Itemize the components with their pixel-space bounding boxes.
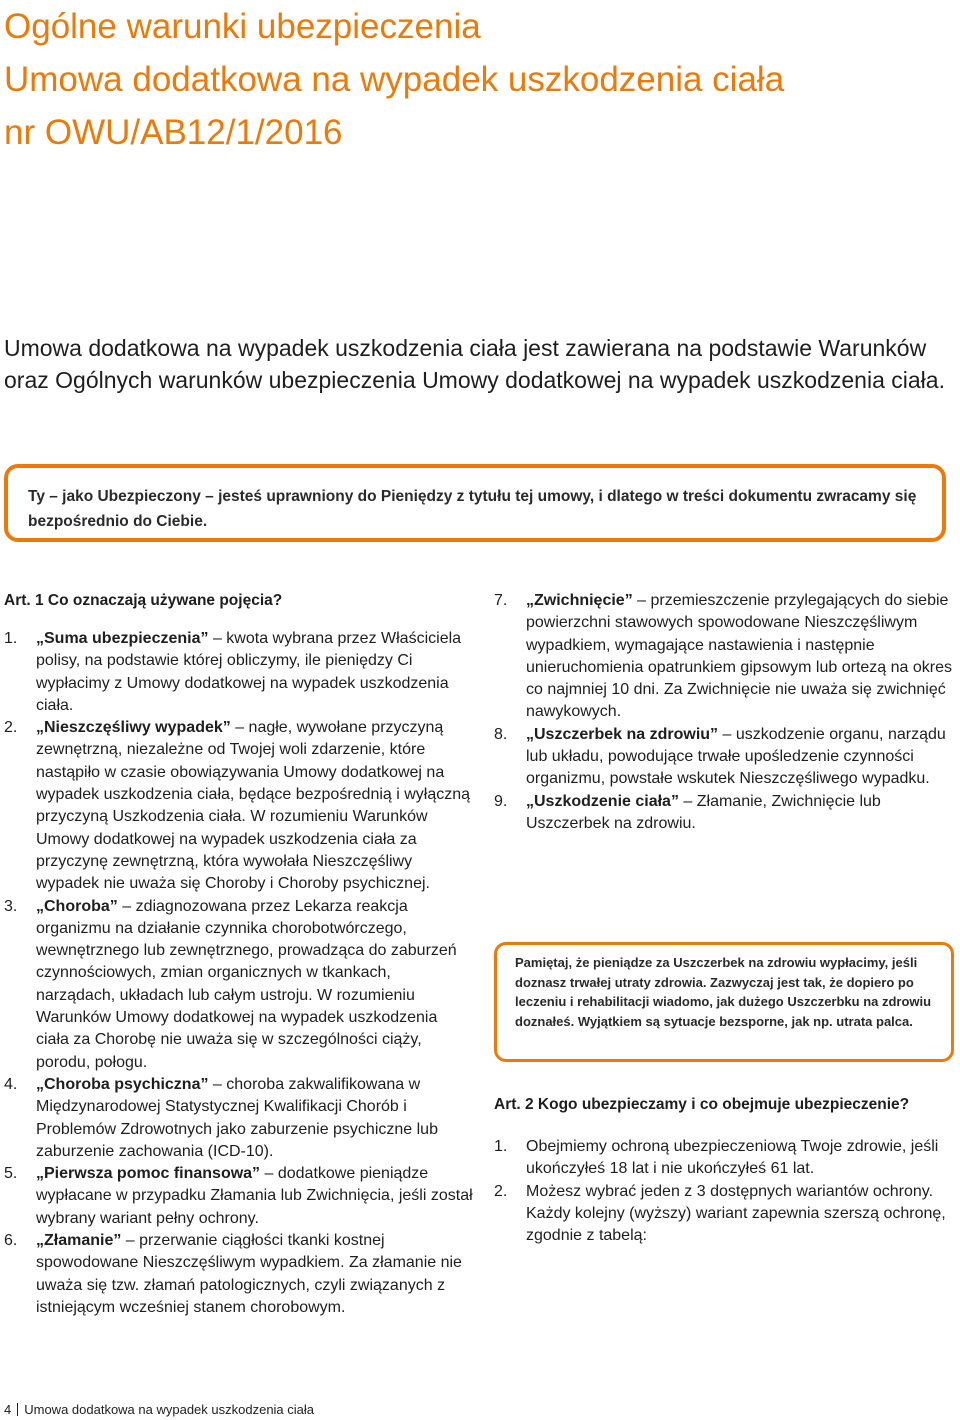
definition-term: „Suma ubezpieczenia” xyxy=(36,630,209,647)
item-number: 2. xyxy=(494,1182,508,1200)
definition-term: „Choroba” xyxy=(36,897,118,915)
definitions-list-right xyxy=(494,590,954,835)
right-column xyxy=(494,590,954,835)
definition-item xyxy=(4,1230,474,1319)
list-item xyxy=(494,1136,954,1181)
definition-term: „Zwichnięcie” xyxy=(526,592,633,609)
definition-item xyxy=(4,1163,474,1230)
definition-term: „Pierwsza pomoc finansowa” xyxy=(36,1165,261,1183)
note-text: Pamiętaj, że pieniądze za Uszczerbek na zdrowiu wypłacimy, jeśli doznasz trwałej utraty zdrowia. Zazwyczaj jest tak, że dopiero po leczeniu i rehabilitacji wiadomo, jak dużego Uszczerbku na zdrowiu doznałeś. Wyjątkiem są sytuacje bezsporne, jak np. utrata palca. xyxy=(515,955,932,1029)
definition-text: – zdiagnozowana przez Lekarza reakcja organizmu na działanie czynnika chorobotwórczego, wewnętrznego lub zewnętrznego, prowadząca do zaburzeń czynnościowych, zmian organicznych w tkankach, narządach, układach lub całym ustroju. W rozumieniu Warunków Umowy dodatkowej na wypadek uszkodzenia ciała za Chorobę nie uważa się w szczególności ciąży, porodu, połogu. xyxy=(36,897,457,1071)
definition-text: – choroba zakwalifikowana w Międzynarodowej Statystycznej Kwalifikacji Chorób i Problemów Zdrowotnych jako zaburzenie psychiczne lub zaburzenie zachowania (ICD-10). xyxy=(36,1075,438,1160)
art1-heading: Art. 1 Co oznaczają używane pojęcia? xyxy=(4,592,283,609)
definition-item xyxy=(494,724,954,791)
definition-text: – kwota wybrana przez Właściciela polisy, na podstawie której obliczymy, ile pieniędzy Ci wypłacimy z Umowy dodatkowej na wypadek uszkodzenia ciała. xyxy=(36,630,462,714)
definition-item xyxy=(494,590,954,724)
definition-text: – uszkodzenie organu, narządu lub układu, powodujące trwałe upośledzenie czynności organizmu, powstałe wskutek Nieszczęśliwego wypadku. xyxy=(526,725,946,788)
item-number: 3. xyxy=(4,897,18,915)
item-number: 7. xyxy=(494,592,508,609)
definition-term: „Choroba psychiczna” xyxy=(36,1075,209,1093)
list-item-text: Możesz wybrać jeden z 3 dostępnych wariantów ochrony. Każdy kolejny (wyższy) wariant zapewnia szerszą ochronę, zgodnie z tabelą: xyxy=(526,1182,946,1245)
definition-term: „Złamanie” xyxy=(36,1232,122,1250)
item-number: 1. xyxy=(4,630,18,647)
title-line-3: nr OWU/AB12/1/2016 xyxy=(4,113,343,152)
page-number: 4 xyxy=(4,1402,12,1417)
definition-item xyxy=(4,717,474,895)
definition-text: – dodatkowe pieniądze wypłacane w przypadku Złamania lub Zwichnięcia, jeśli został wybrany wariant pełny ochrony. xyxy=(36,1165,473,1227)
highlight-box xyxy=(4,464,946,542)
note-box xyxy=(494,942,954,1062)
title-line-1: Ogólne warunki ubezpieczenia xyxy=(4,7,481,46)
title-line-2: Umowa dodatkowa na wypadek uszkodzenia ciała xyxy=(4,60,785,99)
list-item-text: Obejmiemy ochroną ubezpieczeniową Twoje zdrowie, jeśli ukończyłeś 18 lat i nie ukończyłeś 61 lat. xyxy=(526,1138,939,1178)
definition-item xyxy=(4,1074,474,1163)
footer-divider xyxy=(17,1403,18,1416)
document-title xyxy=(4,0,954,159)
art2-list xyxy=(494,1136,954,1247)
art2-section xyxy=(494,1094,954,1247)
definition-text: – nagłe, wywołane przyczyną zewnętrzną, niezależne od Twojej woli zdarzenie, które nastąpiło w czasie obowiązywania Umowy dodatkowej na wypadek uszkodzenia ciała, będące bezpośrednią i wyłączną przyczyną Uszkodzenia ciała. W rozumieniu Warunków Umowy dodatkowej na wypadek uszkodzenia ciała za przyczynę zewnętrzną, która wywołała Nieszczęśliwy wypadek nie uważa się Choroby i Choroby psychicznej. xyxy=(36,719,471,893)
footer-text: Umowa dodatkowa na wypadek uszkodzenia ciała xyxy=(24,1402,315,1417)
item-number: 2. xyxy=(4,719,18,737)
item-number: 5. xyxy=(4,1165,18,1183)
definition-term: „Nieszczęśliwy wypadek” xyxy=(36,719,231,737)
intro-paragraph: Umowa dodatkowa na wypadek uszkodzenia ciała jest zawierana na podstawie Warunków oraz Ogólnych warunków ubezpieczenia Umowy dodatkowej na wypadek uszkodzenia ciała. xyxy=(4,335,945,393)
definition-text: – przerwanie ciągłości tkanki kostnej spowodowane Nieszczęśliwym wypadkiem. Za złamanie nie uważa się tzw. złamań patologicznych, czyli związanych z istniejącym wcześniej stanem chorobowym. xyxy=(36,1232,462,1316)
definition-item xyxy=(494,791,954,836)
definition-term: „Uszkodzenie ciała” xyxy=(526,792,679,810)
definition-term: „Uszczerbek na zdrowiu” xyxy=(526,725,719,743)
left-column xyxy=(4,590,474,1319)
list-item xyxy=(494,1181,954,1248)
item-number: 8. xyxy=(494,725,508,743)
item-number: 1. xyxy=(494,1138,508,1155)
item-number: 9. xyxy=(494,792,508,810)
definition-text: – przemieszczenie przylegających do siebie powierzchni stawowych spowodowane Nieszczęśliwym wypadkiem, wymagające nastawienia i następnie unieruchomienia opatrunkiem gipsowym lub ortezą na okres co najmniej 10 dni. Za Zwichnięcie nie uważa się zwichnięć nawykowych. xyxy=(526,592,952,721)
page-footer xyxy=(4,1402,314,1418)
item-number: 6. xyxy=(4,1232,18,1250)
definition-text: – Złamanie, Zwichnięcie lub Uszczerbek na zdrowiu. xyxy=(526,792,881,832)
definition-item xyxy=(4,628,474,717)
definition-item xyxy=(4,896,474,1074)
definitions-list-left xyxy=(4,628,474,1319)
item-number: 4. xyxy=(4,1075,18,1093)
art2-heading: Art. 2 Kogo ubezpieczamy i co obejmuje ubezpieczenie? xyxy=(494,1096,910,1113)
highlight-text: Ty – jako Ubezpieczony – jesteś uprawniony do Pieniędzy z tytułu tej umowy, i dlatego w treści dokumentu zwracamy się bezpośrednio do Ciebie. xyxy=(28,488,917,530)
